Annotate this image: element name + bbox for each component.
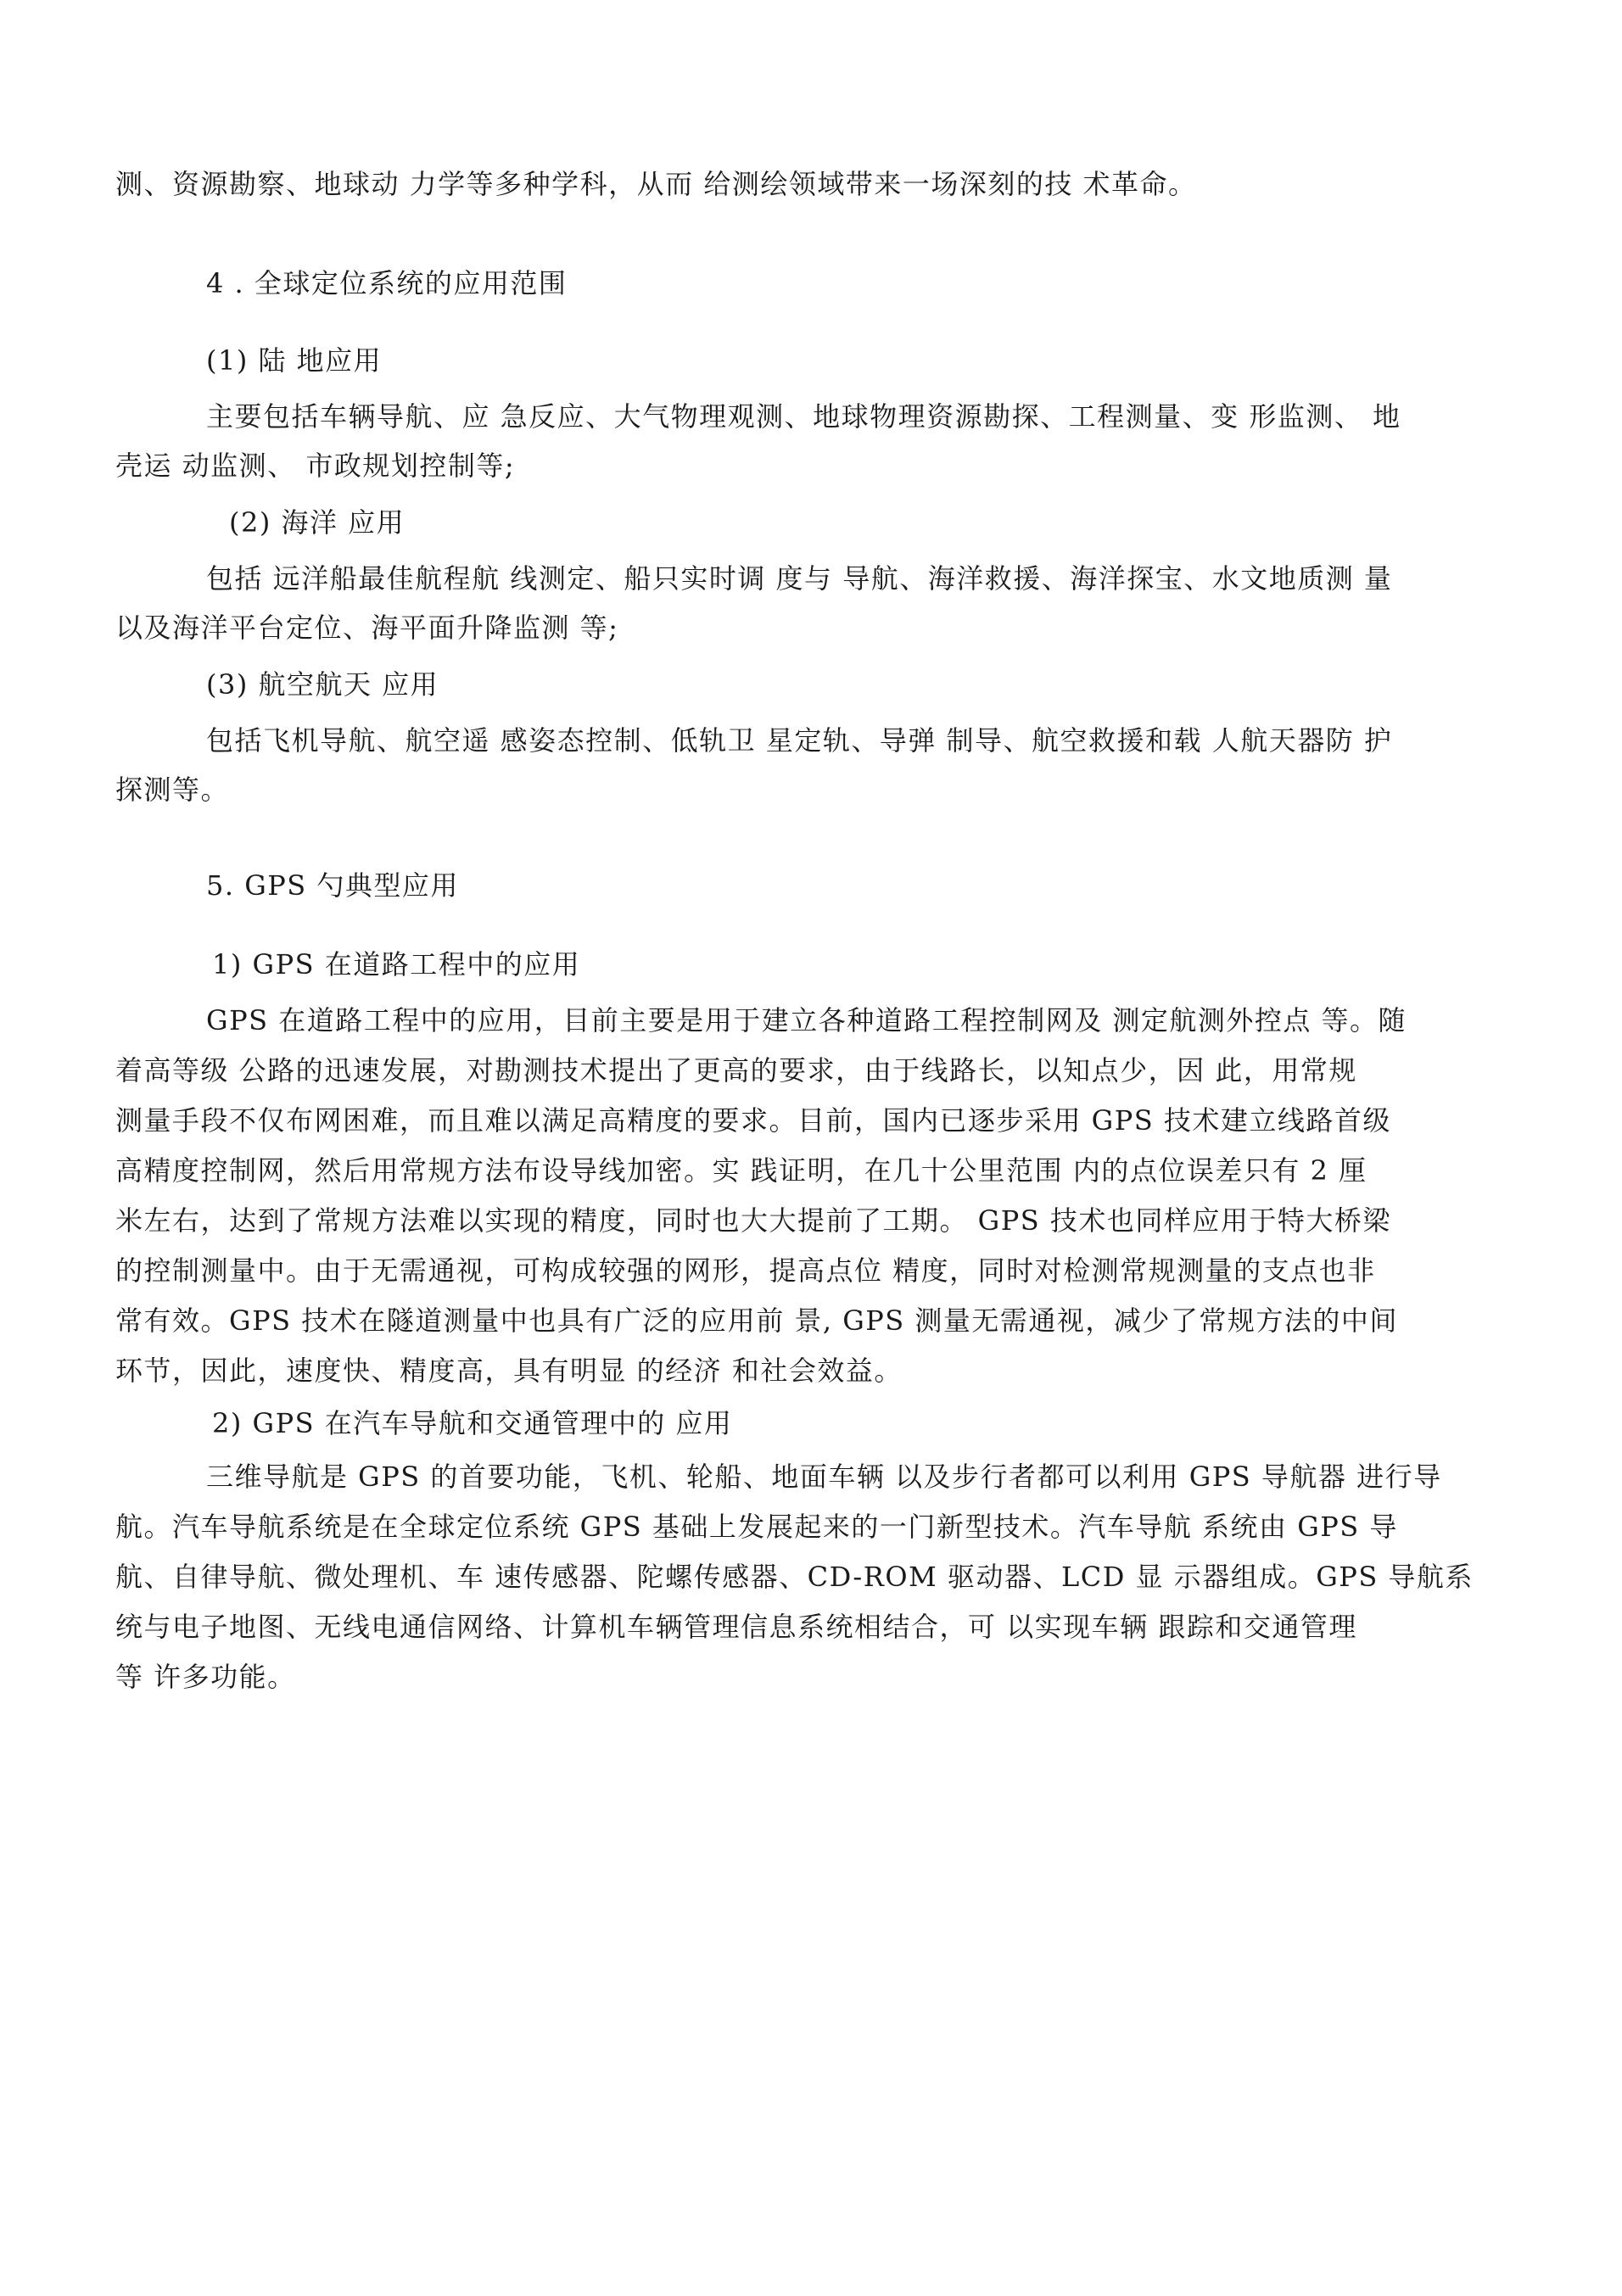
paragraph-line: 高精度控制网，然后用常规方法布设导线加密。实 践证明，在几十公里范围 内的点位误差只有 2 厘 <box>115 1154 1368 1187</box>
paragraph-line: 主要包括车辆导航、应 急反应、大气物理观测、地球物理资源勘探、工程测量、变 形监测、 地 <box>206 400 1401 433</box>
paragraph-line: 包括飞机导航、航空遥 感姿态控制、低轨卫 星定轨、导弹 制导、航空救援和载 人航天器防 护 <box>206 724 1393 757</box>
paragraph-line: 测、资源勘察、地球动 力学等多种学科，从而 给测绘领域带来一场深刻的技 术革命。 <box>115 168 1197 200</box>
paragraph-line: 以及海洋平台定位、海平面升降监测 等; <box>115 612 619 644</box>
paragraph-line: 等 许多功能。 <box>115 1661 296 1693</box>
paragraph-line: 三维导航是 GPS 的首要功能，飞机、轮船、地面车辆 以及步行者都可以利用 GPS 导航器 进行导 <box>206 1461 1442 1493</box>
paragraph-line: 环节，因此，速度快、精度高，具有明显 的经济 和社会效益。 <box>115 1355 903 1387</box>
paragraph-line: 壳运 动监测、 市政规划控制等; <box>115 450 516 482</box>
paragraph-line: 米左右，达到了常规方法难以实现的精度，同时也大大提前了工期。 GPS 技术也同样应用于特大桥梁 <box>115 1204 1391 1237</box>
subsection-heading: (1) 陆 地应用 <box>206 344 383 377</box>
subsection-heading: 1) GPS 在道路工程中的应用 <box>212 948 581 980</box>
paragraph-line: GPS 在道路工程中的应用，目前主要是用于建立各种道路工程控制网及 测定航测外控点 等。随 <box>206 1004 1407 1036</box>
paragraph-line: 航。汽车导航系统是在全球定位系统 GPS 基础上发展起来的一门新型技术。汽车导航 系统由 GPS 导 <box>115 1511 1398 1543</box>
subsection-heading: (3) 航空航天 应用 <box>206 668 439 701</box>
paragraph-line: 探测等。 <box>115 774 230 806</box>
paragraph-line: 测量手段不仅布网困难，而且难以满足高精度的要求。目前，国内已逐步采用 GPS 技术建立线路首级 <box>115 1104 1391 1137</box>
paragraph-line: 的控制测量中。由于无需通视，可构成较强的网形，提高点位 精度，同时对检测常规测量的支点也非 <box>115 1254 1376 1287</box>
paragraph-line: 常有效。GPS 技术在隧道测量中也具有广泛的应用前 景, GPS 测量无需通视，减少了常规方法的中间 <box>115 1304 1398 1337</box>
section-heading: 5. GPS 勺典型应用 <box>206 869 459 902</box>
paragraph-line: 包括 远洋船最佳航程航 线测定、船只实时调 度与 导航、海洋救援、海洋探宝、水文地质测 量 <box>206 562 1393 595</box>
subsection-heading: (2) 海洋 应用 <box>229 506 406 539</box>
paragraph-line: 统与电子地图、无线电通信网络、计算机车辆管理信息系统相结合，可 以实现车辆 跟踪和交通管理 <box>115 1611 1357 1643</box>
subsection-heading: 2) GPS 在汽车导航和交通管理中的 应用 <box>212 1407 733 1439</box>
section-heading: 4 . 全球定位系统的应用范围 <box>206 267 568 299</box>
paragraph-line: 航、自律导航、微处理机、车 速传感器、陀螺传感器、CD-ROM 驱动器、LCD 显 示器组成。GPS 导航系 <box>115 1561 1474 1593</box>
paragraph-line: 着高等级 公路的迅速发展，对勘测技术提出了更高的要求，由于线路长，以知点少，因 此，用常规 <box>115 1054 1357 1087</box>
